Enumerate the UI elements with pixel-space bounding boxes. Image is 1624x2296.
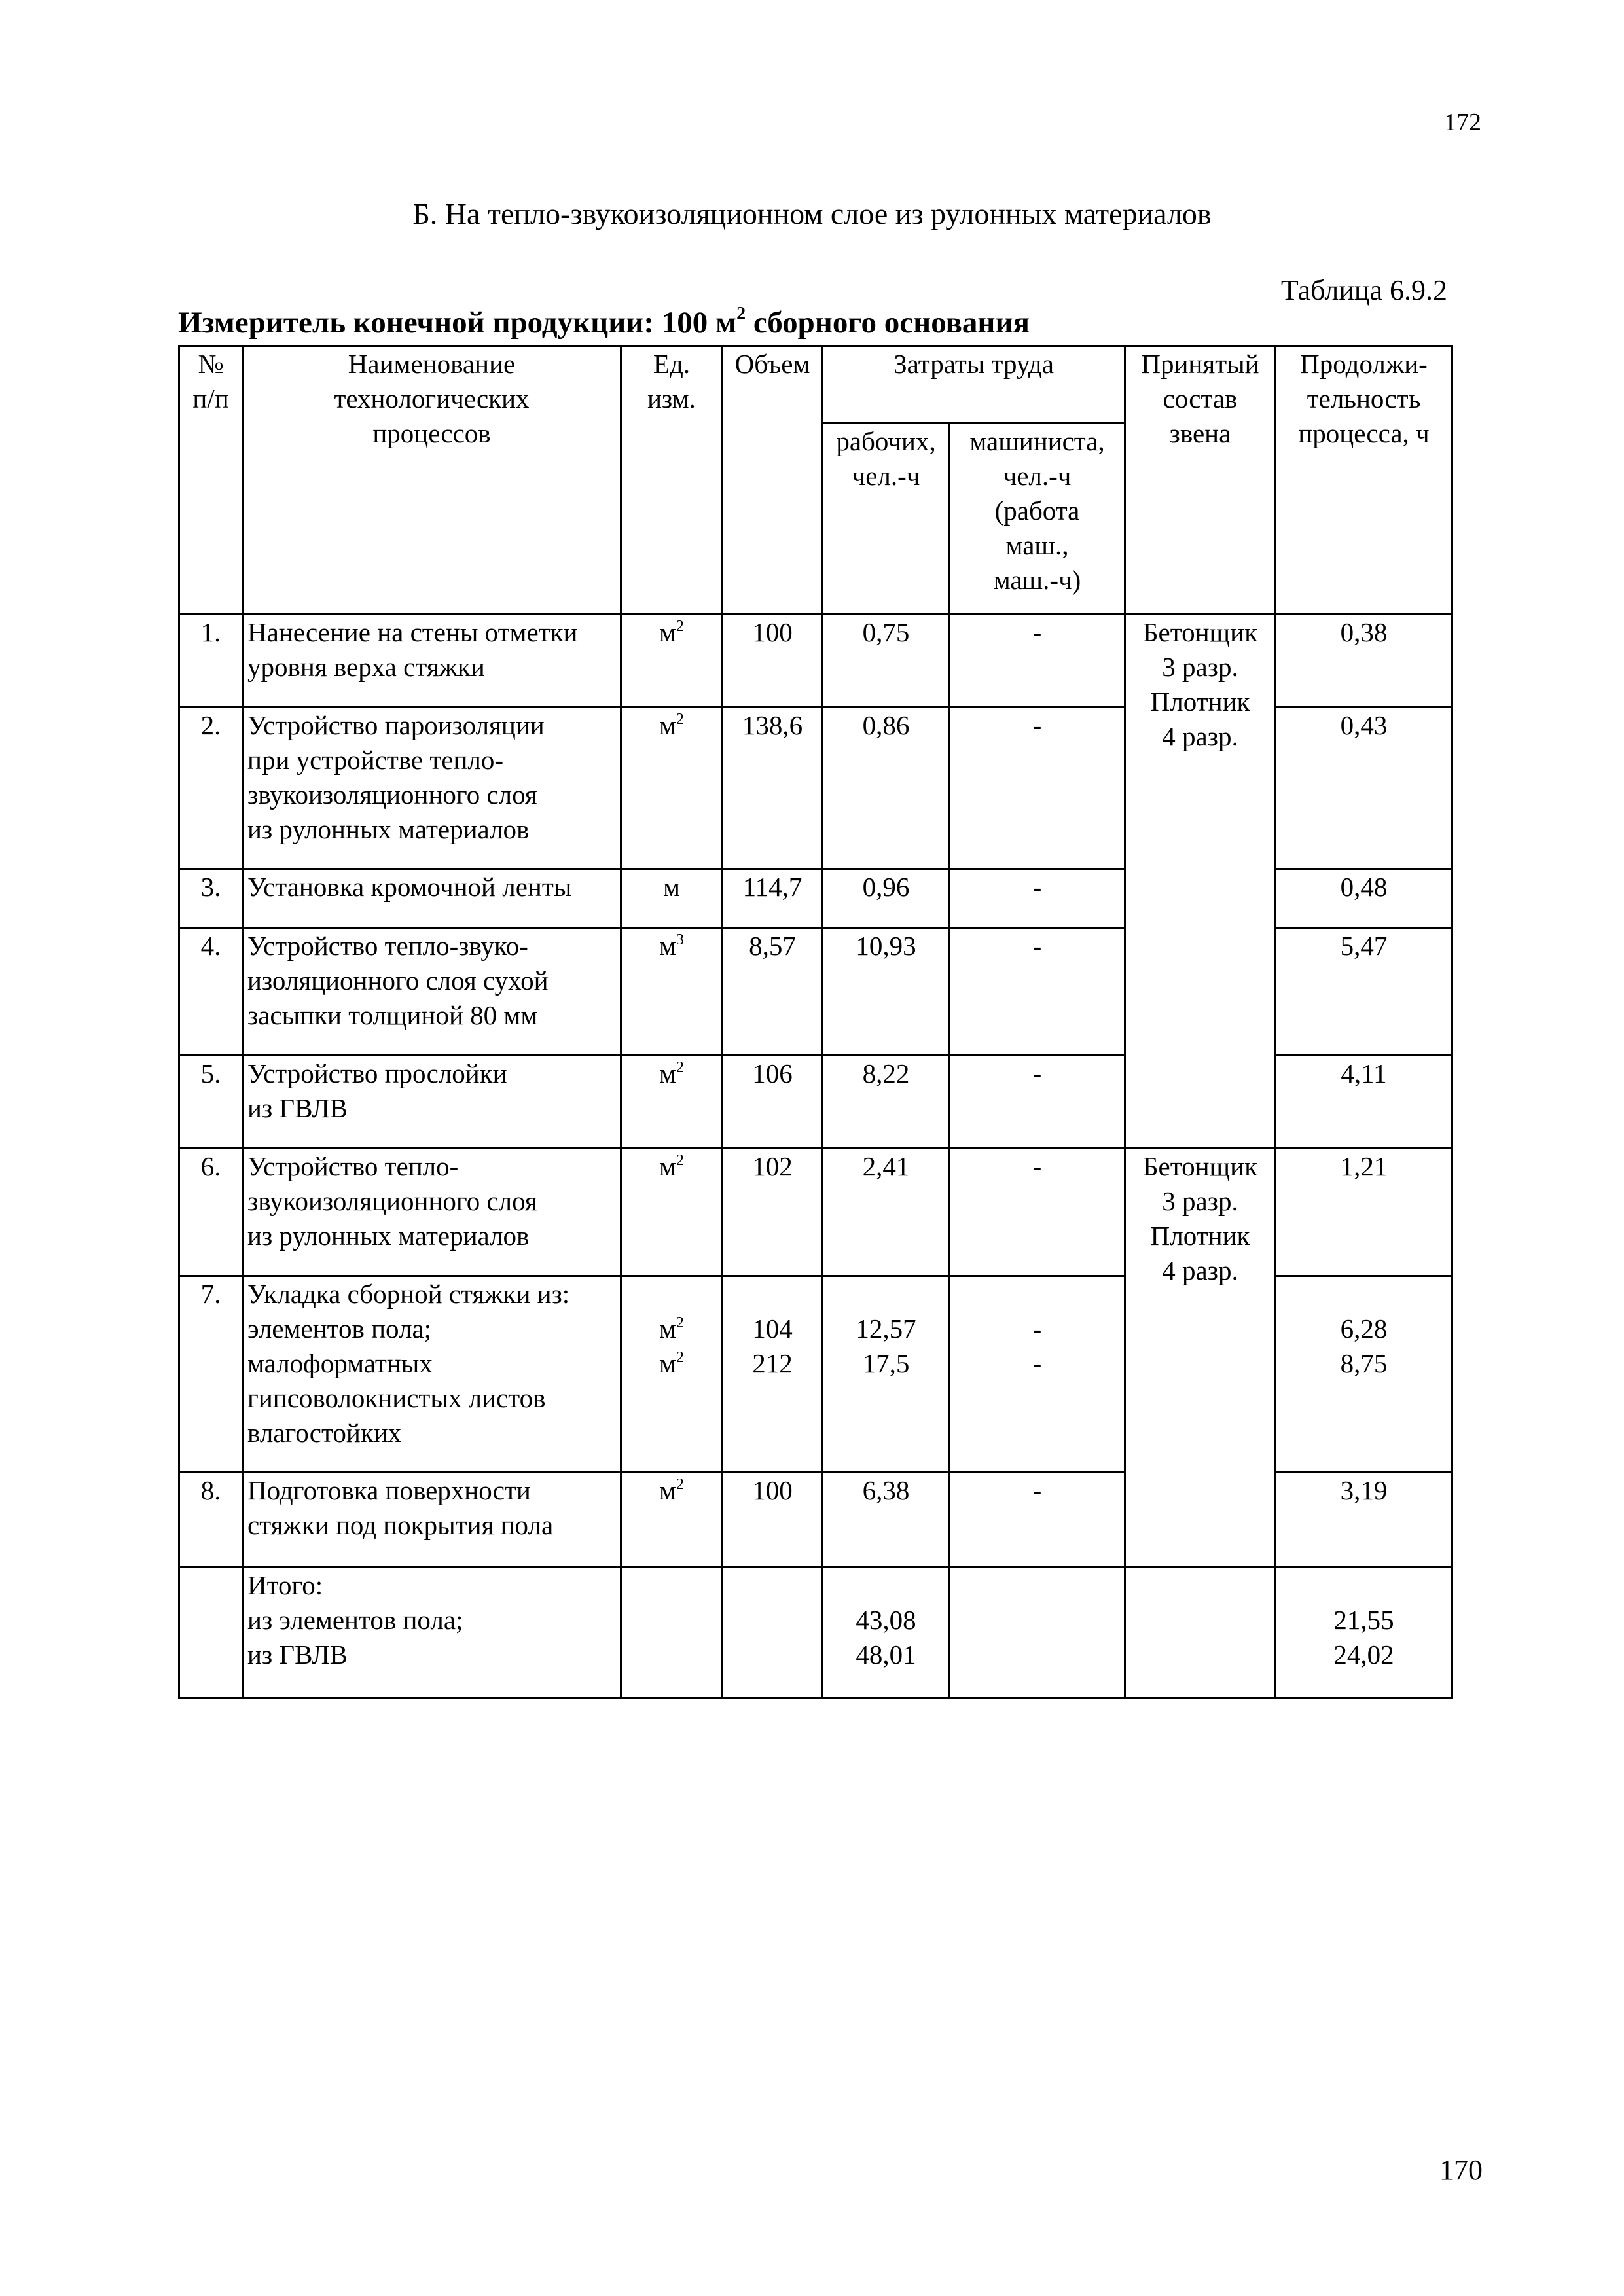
header-volume: Объем [723, 346, 823, 615]
total-label [243, 1568, 621, 1698]
row-name-line: Устройство тепло- [247, 1151, 459, 1181]
section-title: Б. На тепло-звукоизоляционном слое из рулонных материалов [412, 197, 1212, 230]
measure-caption-text: Измеритель конечной продукции: 100 м [178, 306, 737, 340]
total-workers-line: 43,08 [856, 1605, 916, 1635]
row-unit-text: м [659, 1151, 676, 1181]
crew-cell [1125, 1149, 1276, 1568]
header-machinist-line: маш.-ч) [993, 565, 1081, 595]
measure-caption-tail: сборного основания [746, 306, 1030, 340]
row-name [243, 1056, 621, 1149]
header-unit [621, 346, 723, 615]
row-unit-sup: 2 [676, 1059, 684, 1076]
header-num-line: № [198, 349, 224, 379]
row-name-line: из рулонных материалов [247, 814, 530, 844]
row-name-line: изоляционного слоя сухой [247, 965, 549, 996]
row-num: 2. [179, 708, 243, 869]
header-duration [1276, 346, 1453, 615]
row-name-line: элементов пола; [247, 1314, 432, 1344]
header-workers-line: чел.-ч [852, 461, 920, 491]
row-machinist: - [950, 928, 1125, 1056]
crew-line: 4 разр. [1162, 721, 1238, 751]
row-name-line: гипсоволокнистых листов [247, 1383, 546, 1413]
row-unit [621, 928, 723, 1056]
row-name-line: уровня верха стяжки [247, 652, 485, 682]
header-name [243, 346, 621, 615]
page-number-bottom: 170 [1439, 2154, 1483, 2186]
crew-line: 3 разр. [1162, 1186, 1238, 1216]
crew-line: 3 разр. [1162, 652, 1238, 682]
row-unit-sup: 2 [676, 1152, 684, 1169]
row-unit-sup: 2 [676, 1314, 684, 1331]
row-duration: 3,19 [1276, 1473, 1453, 1568]
row-machinist-line: - [1032, 1348, 1042, 1378]
row-num: 7. [179, 1276, 243, 1473]
row-name [243, 615, 621, 708]
header-name-line: процессов [372, 418, 491, 448]
header-num-line: п/п [192, 384, 229, 414]
row-volume [723, 1276, 823, 1473]
row-machinist: - [950, 1473, 1125, 1568]
measure-caption [178, 305, 1030, 340]
header-unit-line: Ед. [653, 349, 691, 379]
row-volume: 106 [723, 1056, 823, 1149]
row-name-line: стяжки под покрытия пола [247, 1510, 554, 1540]
row-workers: 0,86 [823, 708, 950, 869]
header-machinist [950, 423, 1125, 615]
row-name [243, 708, 621, 869]
row-num: 6. [179, 1149, 243, 1276]
row-unit-text: м [659, 1058, 676, 1088]
row-duration-line: 6,28 [1340, 1314, 1388, 1344]
row-volume-line: 104 [752, 1314, 793, 1344]
row-name-line: Устройство тепло-звуко- [247, 931, 528, 961]
row-num: 5. [179, 1056, 243, 1149]
row-name-line: Нанесение на стены отметки [247, 617, 578, 647]
row-workers: 10,93 [823, 928, 950, 1056]
total-duration [1276, 1568, 1453, 1698]
crew-line: Плотник [1150, 687, 1250, 717]
crew-cell [1125, 615, 1276, 1149]
header-duration-line: тельность [1307, 384, 1421, 414]
row-name [243, 869, 621, 928]
row-duration: 0,38 [1276, 615, 1453, 708]
crew-line: Бетонщик [1143, 617, 1257, 647]
total-num [179, 1568, 243, 1698]
row-unit-sup: 2 [676, 711, 684, 728]
header-name-line: технологических [334, 384, 530, 414]
row-unit-text: м [659, 1314, 676, 1344]
header-duration-line: процесса, ч [1298, 418, 1430, 448]
header-num [179, 346, 243, 615]
row-unit-sup: 2 [676, 1349, 684, 1366]
row-name-line: Устройство прослойки [247, 1058, 507, 1088]
row-workers-line: 17,5 [862, 1348, 910, 1378]
row-workers: 8,22 [823, 1056, 950, 1149]
crew-line: Плотник [1150, 1221, 1250, 1251]
row-name-line: Установка кромочной ленты [247, 872, 572, 902]
header-row [179, 346, 1453, 423]
table-label: Таблица 6.9.2 [1280, 274, 1447, 306]
total-duration-line: 21,55 [1333, 1605, 1394, 1635]
crew-line: Бетонщик [1143, 1151, 1257, 1181]
header-workers-line: рабочих, [836, 426, 936, 456]
row-volume: 100 [723, 1473, 823, 1568]
row-name-line: малоформатных [247, 1348, 433, 1378]
row-duration: 4,11 [1276, 1056, 1453, 1149]
row-workers-line: 12,57 [856, 1314, 916, 1344]
row-unit-sup: 2 [676, 1476, 684, 1493]
row-volume-line: 212 [752, 1348, 793, 1378]
row-machinist: - [950, 708, 1125, 869]
row-unit [621, 1473, 723, 1568]
total-label-line: Итого: [247, 1570, 323, 1600]
measure-caption-sup: 2 [736, 304, 746, 324]
row-unit-text: м [663, 872, 680, 902]
row-unit-text: м [659, 1475, 676, 1505]
row-unit-text: м [659, 710, 676, 740]
row-unit-line [626, 1312, 717, 1346]
row-num: 8. [179, 1473, 243, 1568]
row-unit-text: м [659, 931, 676, 961]
row-duration: 1,21 [1276, 1149, 1453, 1276]
row-name [243, 1276, 621, 1473]
row-machinist: - [950, 1149, 1125, 1276]
row-machinist-line: - [1032, 1314, 1042, 1344]
row-unit-sup: 2 [676, 618, 684, 635]
header-machinist-line: чел.-ч [1003, 461, 1072, 491]
row-volume: 102 [723, 1149, 823, 1276]
total-crew [1125, 1568, 1276, 1698]
crew-line: 4 разр. [1162, 1255, 1238, 1285]
row-volume: 138,6 [723, 708, 823, 869]
row-unit [621, 615, 723, 708]
header-unit-line: изм. [647, 384, 696, 414]
header-machinist-line: маш., [1005, 530, 1069, 560]
total-machinist [950, 1568, 1125, 1698]
total-workers [823, 1568, 950, 1698]
row-name [243, 928, 621, 1056]
row-num: 4. [179, 928, 243, 1056]
row-name-line: Подготовка поверхности [247, 1475, 531, 1505]
table-row [179, 615, 1453, 708]
total-unit [621, 1568, 723, 1698]
row-workers: 2,41 [823, 1149, 950, 1276]
header-crew-line: состав [1163, 384, 1238, 414]
header-crew-line: звена [1169, 418, 1231, 448]
total-workers-line: 48,01 [856, 1640, 916, 1670]
row-workers: 6,38 [823, 1473, 950, 1568]
row-name-line: засыпки толщиной 80 мм [247, 1000, 538, 1030]
header-duration-line: Продолжи- [1300, 349, 1428, 379]
row-name-line: влагостойких [247, 1418, 402, 1448]
row-name-line: Укладка сборной стяжки из: [247, 1279, 570, 1309]
row-name-line: Устройство пароизоляции [247, 710, 545, 740]
row-machinist [950, 1276, 1125, 1473]
header-workers [823, 423, 950, 615]
row-machinist: - [950, 869, 1125, 928]
row-unit [621, 1276, 723, 1473]
total-volume [723, 1568, 823, 1698]
row-name-line: из рулонных материалов [247, 1221, 530, 1251]
row-volume: 8,57 [723, 928, 823, 1056]
header-crew-line: Принятый [1141, 349, 1259, 379]
page-number-top: 172 [1444, 109, 1481, 136]
row-name-line: звукоизоляционного слоя [247, 780, 537, 810]
row-duration-line: 8,75 [1340, 1348, 1388, 1378]
row-machinist: - [950, 1056, 1125, 1149]
row-unit [621, 1149, 723, 1276]
header-machinist-line: (работа [994, 495, 1080, 526]
row-unit-text: м [659, 617, 676, 647]
row-name [243, 1473, 621, 1568]
header-labor: Затраты труда [823, 346, 1125, 423]
row-volume: 114,7 [723, 869, 823, 928]
total-duration-line: 24,02 [1333, 1640, 1394, 1670]
header-crew [1125, 346, 1276, 615]
row-unit-text: м [659, 1348, 676, 1378]
table-row [179, 1149, 1453, 1276]
row-unit [621, 869, 723, 928]
total-row [179, 1568, 1453, 1698]
row-volume: 100 [723, 615, 823, 708]
row-unit-sup: 3 [676, 931, 684, 948]
row-duration: 5,47 [1276, 928, 1453, 1056]
header-name-line: Наименование [348, 349, 516, 379]
row-unit [621, 708, 723, 869]
row-duration: 0,43 [1276, 708, 1453, 869]
total-label-line: из элементов пола; [247, 1605, 463, 1635]
row-num: 3. [179, 869, 243, 928]
row-workers: 0,96 [823, 869, 950, 928]
row-workers: 0,75 [823, 615, 950, 708]
row-name-line: при устройстве тепло- [247, 745, 504, 775]
row-name-line: звукоизоляционного слоя [247, 1186, 537, 1216]
labor-table [178, 345, 1453, 1699]
row-unit [621, 1056, 723, 1149]
row-machinist: - [950, 615, 1125, 708]
header-machinist-line: машиниста, [969, 426, 1105, 456]
row-workers [823, 1276, 950, 1473]
row-duration [1276, 1276, 1453, 1473]
row-unit-line [626, 1346, 717, 1381]
row-name [243, 1149, 621, 1276]
row-name-line: из ГВЛВ [247, 1093, 348, 1123]
total-label-line: из ГВЛВ [247, 1640, 348, 1670]
row-duration: 0,48 [1276, 869, 1453, 928]
row-num: 1. [179, 615, 243, 708]
